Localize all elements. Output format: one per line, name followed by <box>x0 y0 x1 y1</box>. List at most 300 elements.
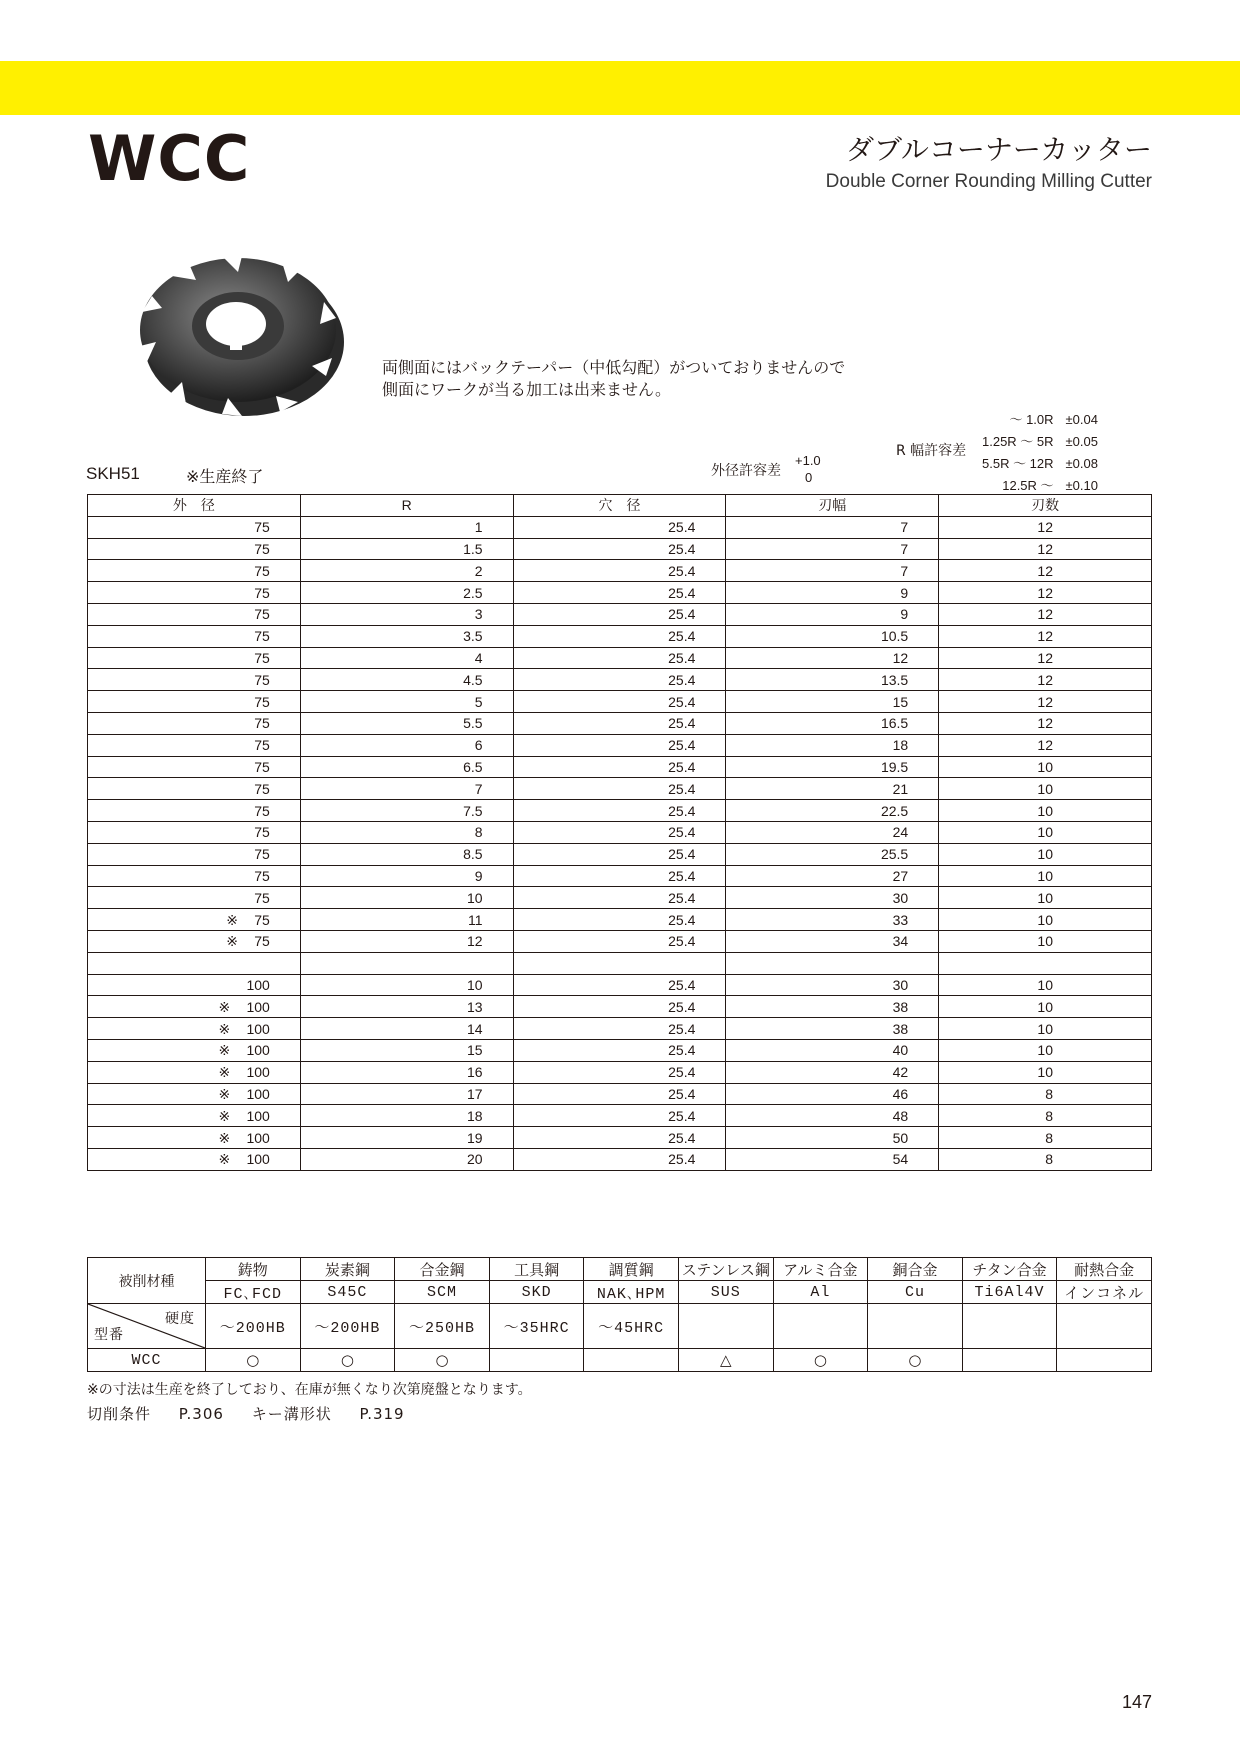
cell-bore: 25.4 <box>513 930 726 952</box>
material-grade: SUS <box>678 1281 773 1304</box>
discontinued-mark: ※ <box>218 1129 231 1146</box>
cell-teeth: 8 <box>939 1127 1152 1149</box>
discontinued-mark: ※ <box>218 1020 231 1037</box>
cell-teeth: 12 <box>939 538 1152 560</box>
cell-teeth: 10 <box>939 909 1152 931</box>
cell-bore: 25.4 <box>513 538 726 560</box>
od-value: 75 <box>254 671 270 688</box>
cell-teeth: 12 <box>939 691 1152 713</box>
cell-width: 12 <box>726 647 939 669</box>
cell-teeth: 12 <box>939 516 1152 538</box>
table-row <box>88 865 1152 887</box>
material-name: アルミ合金 <box>773 1258 868 1281</box>
od-value: 75 <box>254 846 270 863</box>
model-label: 型番 <box>94 1328 124 1344</box>
cell-width: 38 <box>726 996 939 1018</box>
suitability-mark: ○ <box>300 1349 395 1372</box>
cell-bore: 25.4 <box>513 1018 726 1040</box>
cell-bore: 25.4 <box>513 756 726 778</box>
od-value: 75 <box>254 802 270 819</box>
cell-r: 4 <box>300 647 513 669</box>
cell-teeth: 10 <box>939 1018 1152 1040</box>
cell-r: 14 <box>300 1018 513 1040</box>
cell-od <box>88 887 301 909</box>
hardness-value <box>962 1304 1057 1349</box>
cell-od <box>88 800 301 822</box>
od-tolerance-lower: 0 <box>805 470 813 485</box>
cell-od <box>88 691 301 713</box>
cell-bore <box>513 952 726 974</box>
od-value: 100 <box>246 1085 270 1102</box>
cell-r: 4.5 <box>300 669 513 691</box>
table-row <box>88 1018 1152 1040</box>
cell-r: 10 <box>300 887 513 909</box>
cutting-conditions-page[interactable]: P.306 <box>178 1405 224 1423</box>
cell-r: 3 <box>300 603 513 625</box>
cell-bore: 25.4 <box>513 909 726 931</box>
discontinued-mark: ※ <box>218 1042 231 1059</box>
cell-od <box>88 952 301 974</box>
material-name: 耐熱合金 <box>1057 1258 1152 1281</box>
r-tolerance-label: R 幅許容差 <box>896 443 967 459</box>
cell-teeth: 8 <box>939 1083 1152 1105</box>
material-name: 炭素鋼 <box>300 1258 395 1281</box>
cell-teeth: 8 <box>939 1148 1152 1170</box>
od-value: 75 <box>254 715 270 732</box>
cell-bore: 25.4 <box>513 1105 726 1127</box>
cell-r <box>300 952 513 974</box>
page-number: 147 <box>1121 1692 1152 1712</box>
cell-teeth: 10 <box>939 821 1152 843</box>
header-teeth: 刃数 <box>939 495 1152 517</box>
cell-width: 54 <box>726 1148 939 1170</box>
cell-teeth: 12 <box>939 669 1152 691</box>
od-value: 75 <box>254 737 270 754</box>
table-row <box>88 909 1152 931</box>
material-grade: Ti6Al4V <box>962 1281 1057 1304</box>
suitability-mark: ○ <box>773 1349 868 1372</box>
hardness-value: ～35HRC <box>489 1304 584 1349</box>
usage-note-line: 両側面にはバックテーパー（中低勾配）がついておりませんので <box>382 358 846 377</box>
od-value: 100 <box>246 998 270 1015</box>
cell-od <box>88 909 301 931</box>
r-range: ～ 1.0R <box>1009 412 1054 427</box>
cell-r: 8 <box>300 821 513 843</box>
cell-teeth: 12 <box>939 734 1152 756</box>
cell-width: 38 <box>726 1018 939 1040</box>
cell-teeth: 10 <box>939 930 1152 952</box>
cell-bore: 25.4 <box>513 1148 726 1170</box>
cell-od <box>88 582 301 604</box>
table-row <box>88 1083 1152 1105</box>
r-tol: ±0.10 <box>1065 478 1098 493</box>
cell-r: 19 <box>300 1127 513 1149</box>
cell-bore: 25.4 <box>513 734 726 756</box>
table-row <box>88 930 1152 952</box>
cell-bore: 25.4 <box>513 1083 726 1105</box>
r-tolerance-row <box>982 409 1098 431</box>
cell-od <box>88 843 301 865</box>
cell-bore: 25.4 <box>513 691 726 713</box>
r-range: 12.5R ～ <box>1002 478 1054 493</box>
material-name: 合金鋼 <box>395 1258 490 1281</box>
material-name: 調質鋼 <box>584 1258 679 1281</box>
table-row <box>88 1105 1152 1127</box>
table-row <box>88 974 1152 996</box>
cell-r: 17 <box>300 1083 513 1105</box>
cell-bore: 25.4 <box>513 800 726 822</box>
cell-width: 30 <box>726 887 939 909</box>
cell-width: 16.5 <box>726 712 939 734</box>
material-grade: NAK､HPM <box>584 1281 679 1304</box>
od-value: 100 <box>246 976 270 993</box>
cell-r: 5 <box>300 691 513 713</box>
table-row <box>88 952 1152 974</box>
header-od: 外 径 <box>88 495 301 517</box>
cell-teeth: 10 <box>939 843 1152 865</box>
cell-r: 1 <box>300 516 513 538</box>
od-value: 100 <box>246 1064 270 1081</box>
cell-teeth <box>939 952 1152 974</box>
table-row <box>88 560 1152 582</box>
header-bore: 穴 径 <box>513 495 726 517</box>
usage-note <box>382 357 845 401</box>
od-tolerance-upper: +1.0 <box>795 453 821 468</box>
cell-r: 6.5 <box>300 756 513 778</box>
material-name-row <box>88 1258 1152 1281</box>
cell-bore: 25.4 <box>513 887 726 909</box>
cell-bore: 25.4 <box>513 516 726 538</box>
od-value: 75 <box>254 758 270 775</box>
table-row <box>88 669 1152 691</box>
material-grade: SCM <box>395 1281 490 1304</box>
od-value: 75 <box>254 649 270 666</box>
hardness-value: ～200HB <box>300 1304 395 1349</box>
suitability-mark: △ <box>678 1349 773 1372</box>
cell-teeth: 12 <box>939 625 1152 647</box>
suitability-mark <box>962 1349 1057 1372</box>
cell-teeth: 12 <box>939 603 1152 625</box>
cell-teeth: 8 <box>939 1105 1152 1127</box>
cell-width: 15 <box>726 691 939 713</box>
od-value: 75 <box>254 540 270 557</box>
cell-bore: 25.4 <box>513 603 726 625</box>
header-width: 刃幅 <box>726 495 939 517</box>
cell-od <box>88 560 301 582</box>
spec-body <box>88 516 1152 1170</box>
cell-teeth: 10 <box>939 778 1152 800</box>
cell-width: 27 <box>726 865 939 887</box>
cell-width: 22.5 <box>726 800 939 822</box>
cell-width: 33 <box>726 909 939 931</box>
cell-r: 6 <box>300 734 513 756</box>
hardness-value <box>868 1304 963 1349</box>
cell-width: 50 <box>726 1127 939 1149</box>
cutting-conditions-label: 切削条件 <box>87 1405 152 1423</box>
cell-width: 40 <box>726 1039 939 1061</box>
cell-od <box>88 1018 301 1040</box>
r-tolerance-row <box>982 453 1098 475</box>
material-name: 銅合金 <box>868 1258 963 1281</box>
od-value: 75 <box>254 933 270 950</box>
suitability-mark <box>584 1349 679 1372</box>
cell-width: 9 <box>726 603 939 625</box>
cell-od <box>88 821 301 843</box>
cell-od <box>88 756 301 778</box>
r-tol: ±0.05 <box>1065 434 1098 449</box>
od-value: 75 <box>254 693 270 710</box>
cell-r: 16 <box>300 1061 513 1083</box>
discontinued-mark: ※ <box>218 998 231 1015</box>
cell-width: 25.5 <box>726 843 939 865</box>
cell-teeth: 10 <box>939 800 1152 822</box>
cell-width: 30 <box>726 974 939 996</box>
table-row <box>88 800 1152 822</box>
table-row <box>88 647 1152 669</box>
cell-bore: 25.4 <box>513 1061 726 1083</box>
cell-od <box>88 516 301 538</box>
r-tolerance-row <box>982 431 1098 453</box>
od-tolerance-values <box>795 452 821 486</box>
material-name: 鋳物 <box>206 1258 301 1281</box>
material-grade: インコネル <box>1057 1281 1152 1304</box>
cell-r: 8.5 <box>300 843 513 865</box>
header-band <box>0 61 1240 115</box>
cell-teeth: 10 <box>939 756 1152 778</box>
cell-od <box>88 603 301 625</box>
cell-teeth: 10 <box>939 996 1152 1018</box>
cell-r: 2 <box>300 560 513 582</box>
cell-r: 9 <box>300 865 513 887</box>
suitability-mark <box>489 1349 584 1372</box>
table-row <box>88 712 1152 734</box>
cell-width: 9 <box>726 582 939 604</box>
keyway-shape-page[interactable]: P.319 <box>359 1405 405 1423</box>
cell-r: 15 <box>300 1039 513 1061</box>
hardness-value: ～200HB <box>206 1304 301 1349</box>
material-grade: Al <box>773 1281 868 1304</box>
model-wcc: WCC <box>88 1349 206 1372</box>
spec-table <box>87 494 1152 1171</box>
usage-note-line: 側面にワークが当る加工は出来ません。 <box>382 380 671 399</box>
cell-od <box>88 1039 301 1061</box>
material-name: 工具鋼 <box>489 1258 584 1281</box>
cell-teeth: 10 <box>939 974 1152 996</box>
table-row <box>88 538 1152 560</box>
header-r: R <box>300 495 513 517</box>
cell-od <box>88 625 301 647</box>
od-value: 100 <box>246 1129 270 1146</box>
r-tol: ±0.04 <box>1065 412 1098 427</box>
discontinued-note: ※生産終了 <box>186 467 264 486</box>
hardness-label: 硬度 <box>165 1312 195 1328</box>
hardness-value: ～250HB <box>395 1304 490 1349</box>
hardness-value <box>1057 1304 1152 1349</box>
hardness-value <box>678 1304 773 1349</box>
material-grade-row <box>88 1281 1152 1304</box>
od-value: 100 <box>246 1107 270 1124</box>
keyway-shape-label: キー溝形状 <box>251 1405 332 1423</box>
cell-od <box>88 996 301 1018</box>
cell-bore: 25.4 <box>513 647 726 669</box>
cell-width: 13.5 <box>726 669 939 691</box>
discontinuation-footnote: ※の寸法は生産を終了しており、在庫が無くなり次第廃盤となります。 <box>87 1382 532 1398</box>
od-value: 75 <box>254 606 270 623</box>
suitability-mark: ○ <box>395 1349 490 1372</box>
table-row <box>88 1061 1152 1083</box>
cell-r: 11 <box>300 909 513 931</box>
r-range: 5.5R ～ 12R <box>982 456 1054 471</box>
cell-teeth: 10 <box>939 865 1152 887</box>
cell-width: 7 <box>726 516 939 538</box>
cell-width: 10.5 <box>726 625 939 647</box>
cell-r: 1.5 <box>300 538 513 560</box>
cell-r: 10 <box>300 974 513 996</box>
hardness-row <box>88 1304 1152 1349</box>
cell-od <box>88 1061 301 1083</box>
od-tolerance-label: 外径許容差 <box>711 463 781 479</box>
title-english: Double Corner Rounding Milling Cutter <box>825 171 1152 192</box>
discontinued-mark: ※ <box>226 933 238 950</box>
cell-bore: 25.4 <box>513 1127 726 1149</box>
cell-bore: 25.4 <box>513 843 726 865</box>
discontinued-mark: ※ <box>218 1151 231 1168</box>
cell-bore: 25.4 <box>513 669 726 691</box>
table-row <box>88 1039 1152 1061</box>
od-value: 75 <box>254 780 270 797</box>
cell-od <box>88 974 301 996</box>
table-row <box>88 778 1152 800</box>
cell-width: 18 <box>726 734 939 756</box>
table-row <box>88 821 1152 843</box>
table-row <box>88 582 1152 604</box>
cell-od <box>88 930 301 952</box>
od-value: 75 <box>254 628 270 645</box>
cell-od <box>88 538 301 560</box>
cell-od <box>88 1148 301 1170</box>
cell-teeth: 12 <box>939 647 1152 669</box>
cell-bore: 25.4 <box>513 625 726 647</box>
cell-od <box>88 734 301 756</box>
table-row <box>88 1148 1152 1170</box>
discontinued-mark: ※ <box>218 1107 231 1124</box>
od-value: 100 <box>246 1042 270 1059</box>
cell-od <box>88 669 301 691</box>
material-table <box>87 1257 1152 1372</box>
table-row <box>88 625 1152 647</box>
cell-width: 7 <box>726 538 939 560</box>
cell-width: 48 <box>726 1105 939 1127</box>
cell-bore: 25.4 <box>513 996 726 1018</box>
r-range: 1.25R ～ 5R <box>982 434 1054 449</box>
cell-teeth: 10 <box>939 887 1152 909</box>
od-value: 75 <box>254 867 270 884</box>
cell-od <box>88 1083 301 1105</box>
cell-width: 7 <box>726 560 939 582</box>
discontinued-mark: ※ <box>226 911 238 928</box>
reference-line <box>87 1403 427 1424</box>
r-tol: ±0.08 <box>1065 456 1098 471</box>
product-code: WCC <box>88 122 251 195</box>
material-grade: SKH51 <box>86 464 140 483</box>
cell-teeth: 12 <box>939 582 1152 604</box>
cell-r: 7.5 <box>300 800 513 822</box>
cell-r: 7 <box>300 778 513 800</box>
spec-header-row <box>88 495 1152 517</box>
table-row <box>88 887 1152 909</box>
cell-od <box>88 712 301 734</box>
discontinued-mark: ※ <box>218 1085 231 1102</box>
cell-bore: 25.4 <box>513 821 726 843</box>
material-name: チタン合金 <box>962 1258 1057 1281</box>
workpiece-label: 被削材種 <box>88 1258 206 1304</box>
cell-teeth: 10 <box>939 1039 1152 1061</box>
cell-r: 5.5 <box>300 712 513 734</box>
od-value: 100 <box>246 1020 270 1037</box>
cell-od <box>88 647 301 669</box>
table-row <box>88 996 1152 1018</box>
cell-bore: 25.4 <box>513 865 726 887</box>
hardness-model-corner <box>88 1304 206 1349</box>
table-row <box>88 516 1152 538</box>
cell-od <box>88 778 301 800</box>
table-row <box>88 1127 1152 1149</box>
hardness-value: ～45HRC <box>584 1304 679 1349</box>
cell-r: 13 <box>300 996 513 1018</box>
od-value: 100 <box>246 1151 270 1168</box>
material-grade: FC､FCD <box>206 1281 301 1304</box>
table-row <box>88 756 1152 778</box>
material-grade: SKD <box>489 1281 584 1304</box>
suitability-mark: ○ <box>868 1349 963 1372</box>
cell-width: 24 <box>726 821 939 843</box>
table-row <box>88 734 1152 756</box>
table-row <box>88 603 1152 625</box>
table-row <box>88 691 1152 713</box>
od-value: 75 <box>254 824 270 841</box>
cell-bore: 25.4 <box>513 778 726 800</box>
od-value: 75 <box>254 911 270 928</box>
cell-width: 19.5 <box>726 756 939 778</box>
material-grade: Cu <box>868 1281 963 1304</box>
r-tolerance-table <box>982 409 1098 497</box>
cell-width: 34 <box>726 930 939 952</box>
suitability-mark <box>1057 1349 1152 1372</box>
cell-bore: 25.4 <box>513 582 726 604</box>
product-photo <box>132 246 352 422</box>
wcc-suitability-row <box>88 1349 1152 1372</box>
cell-bore: 25.4 <box>513 712 726 734</box>
table-row <box>88 843 1152 865</box>
cell-width <box>726 952 939 974</box>
cell-od <box>88 1105 301 1127</box>
cell-width: 46 <box>726 1083 939 1105</box>
cell-r: 2.5 <box>300 582 513 604</box>
cell-r: 18 <box>300 1105 513 1127</box>
cell-width: 42 <box>726 1061 939 1083</box>
cell-bore: 25.4 <box>513 974 726 996</box>
cell-r: 3.5 <box>300 625 513 647</box>
material-name: ステンレス鋼 <box>678 1258 773 1281</box>
cell-teeth: 12 <box>939 712 1152 734</box>
od-value: 75 <box>254 889 270 906</box>
title-japanese: ダブルコーナーカッター <box>845 133 1152 166</box>
cell-teeth: 12 <box>939 560 1152 582</box>
cell-teeth: 10 <box>939 1061 1152 1083</box>
cell-bore: 25.4 <box>513 1039 726 1061</box>
cell-od <box>88 865 301 887</box>
discontinued-mark: ※ <box>218 1064 231 1081</box>
